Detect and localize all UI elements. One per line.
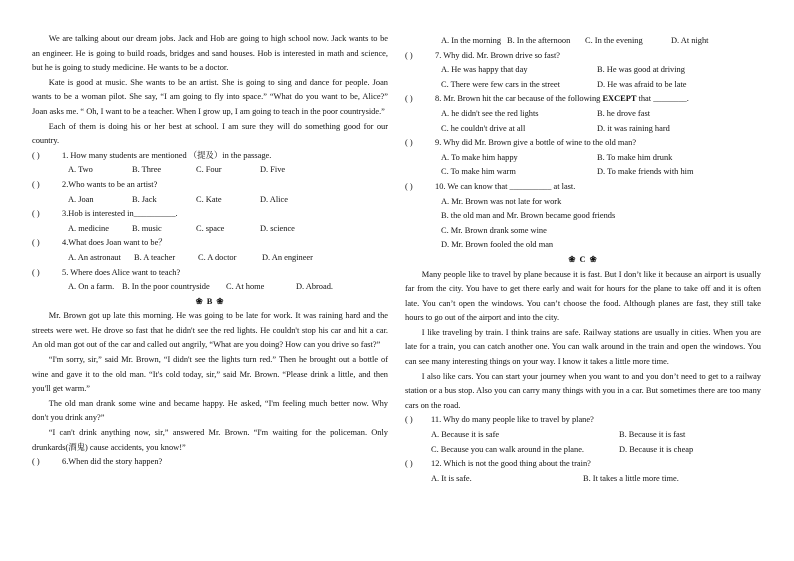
option: C. Kate [196,194,222,204]
option: A. Because it is safe [431,430,500,440]
question-9-options-row-2 [405,165,761,180]
passage-c-paragraph-2: I like traveling by train. I think trains are safe. Railway stations are usually in cities. When you are late for a train, you can catch another one. You can walk around in the train and open the windows. You can see many interesting things on your way. I know it takes a little more time. [405,327,761,367]
option: D. He was afraid to be late [597,79,687,89]
answer-blank[interactable]: ( ) [32,209,40,219]
option: D. To make friends with him [597,167,694,177]
question-6 [32,455,388,470]
question-stem: 7. Why did. Mr. Brown drive so fast? [435,50,560,60]
question-3 [32,207,388,222]
question-8 [405,92,761,107]
answer-blank[interactable]: ( ) [32,179,40,189]
option: D. Abroad. [296,282,333,292]
question-7-options-row-1 [405,63,761,78]
option: D. Five [260,165,286,175]
question-stem: 6.When did the story happen? [62,457,163,467]
option: A. Mr. Brown was not late for work [441,196,562,206]
question-stem: 5. Where does Alice want to teach? [62,267,181,277]
question-3-options [32,222,388,237]
question-stem-end: that ________. [636,94,689,104]
option: D. Alice [260,194,288,204]
passage-a-paragraph-1: We are talking about our dream jobs. Jack and Hob are going to high school now. Jack wants to be an engineer. He is going to build roads, bridges and sand houses. Hob is interested in math and science, but he is going to study medicine. He wants to be a doctor. [32,34,388,73]
question-8-options-row-1 [405,107,761,122]
option: C. At home [226,282,265,292]
question-4 [32,236,388,251]
question-4-options [32,251,388,266]
passage-b-paragraph-4: “I can't drink anything now, sir,” answered Mr. Brown. “I'm waiting for the policeman. Only drunkards(酒鬼) cause accidents, you know!” [32,428,388,452]
question-5-options [32,280,388,295]
passage-a-paragraph-2: Kate is good at music. She wants to be an artist. She is going to sing and dance for people. Joan wants to be a woman pilot. She say, “I am going to fly into space.” “What do you want to be, Alice?” Joan asks me. “ Oh, I want to be a teacher. When I grow up, I am going to teach in the poor countryside.” [32,77,388,116]
option: B. Because it is fast [619,430,686,440]
option: C. space [196,223,225,233]
question-stem: 9. Why did Mr. Brown give a bottle of wine to the old man? [435,138,637,148]
passage-b-paragraph-1: Mr. Brown got up late this morning. He was going to be late for work. It was raining hard and the streets were wet. He drove so fast that he didn't see the red lights. He couldn't stop his car and hit a car. An old man got out of the car and called out angrily, “What are you doing? How can you drive so fast?” [32,311,388,350]
answer-blank[interactable]: ( ) [405,181,413,191]
question-10 [405,180,761,195]
answer-blank[interactable]: ( ) [32,238,40,248]
option: C. Mr. Brown drank some wine [441,225,547,235]
question-stem [435,92,689,107]
question-12 [405,457,761,472]
question-9 [405,136,761,151]
passage-b-paragraph-2: “I'm sorry, sir,” said Mr. Brown, “I didn't see the lights turn red.” Then he brought out a bottle of wine and gave it to the old man. “It's cold today, sir,” said Mr. Brown. “Please drink a little, and then you'll get warm.” [32,355,388,394]
option: A. On a farm. [68,282,115,292]
answer-blank[interactable]: ( ) [405,138,413,148]
option: B. To make him drunk [597,152,673,162]
option: B. It takes a little more time. [583,473,679,483]
option: C. A doctor [198,252,237,262]
question-7-options-row-2 [405,78,761,93]
question-1 [32,149,388,164]
question-stem: 11. Why do many people like to travel by plane? [431,415,594,425]
answer-blank[interactable]: ( ) [405,94,413,104]
question-12-options [405,472,761,487]
option: B. He was good at driving [597,65,685,75]
option: A. To make him happy [441,152,518,162]
answer-blank[interactable]: ( ) [405,50,413,60]
question-stem: 1. How many students are mentioned （提及）in the passage. [62,150,272,160]
option: C. There were few cars in the street [441,79,560,89]
question-stem: 4.What does Joan want to be？ [62,238,167,248]
option: D. science [260,223,295,233]
question-11-options-row-1 [405,428,761,443]
option: A. In the morning [441,36,502,45]
question-stem: 12. Which is not the good thing about the train? [431,459,591,469]
question-7 [405,49,761,64]
option: B. Three [132,165,162,175]
option: D. Mr. Brown fooled the old man [441,240,554,250]
answer-blank[interactable]: ( ) [405,459,413,469]
right-column [405,34,761,486]
option: D. An engineer [262,252,313,262]
option: B. In the poor countryside [122,282,210,292]
question-8-options-row-2 [405,122,761,137]
option: D. At night [671,36,709,45]
question-2 [32,178,388,193]
option: C. In the evening [585,36,643,45]
option: B. Jack [132,194,157,204]
option: C. he couldn't drive at all [441,123,526,133]
option: C. To make him warm [441,167,516,177]
option: A. An astronaut [68,252,121,262]
option: A. Joan [68,194,94,204]
option: A. he didn't see the red lights [441,108,539,118]
passage-c-paragraph-1: Many people like to travel by plane because it is fast. But I don’t like it because an airport is usually far from the city. You have to get there early and wait for hours for the plane to take off and it is often late. You can’t open the windows. You can’t choose the food. Although planes are fast, they still take hours to go out of the airport and into the city. [405,269,761,323]
question-10-option-c [405,224,761,239]
question-stem-emphasis: EXCEPT [602,94,637,104]
passage-c-paragraph-3: I also like cars. You can start your journey when you want to and you don’t need to get to a railway station or a bus stop. Also you can carry many things with you in a car. But sometimes there are too many cars on the road. [405,371,761,410]
option: C. Four [196,165,222,175]
question-stem-start: 8. Mr. Brown hit the car because of the following [435,94,603,104]
question-stem: 10. We can know that __________ at last. [435,181,576,191]
question-stem: 3.Hob is interested in__________. [62,209,178,219]
option: C. Because you can walk around in the plane. [431,444,585,454]
question-1-options [32,163,388,178]
answer-blank[interactable]: ( ) [32,150,40,160]
option: B. he drove fast [597,108,651,118]
question-11-options-row-2 [405,443,761,458]
option: D. Because it is cheap [619,444,694,454]
question-5 [32,266,388,281]
option: B. music [132,223,162,233]
answer-blank[interactable]: ( ) [32,457,40,467]
passage-b-paragraph-3: The old man drank some wine and became happy. He asked, “I'm feeling much better now. Why don't you drink any?” [32,398,388,423]
option: A. He was happy that day [441,65,528,75]
option: B. the old man and Mr. Brown became good friends [441,211,616,221]
question-11 [405,413,761,428]
left-column [32,32,388,470]
answer-blank[interactable]: ( ) [405,415,413,425]
section-b-heading: ❀ B ❀ [195,296,225,306]
option: B. A teacher [134,252,176,262]
question-stem: 2.Who wants to be an artist? [62,179,158,189]
question-6-options [405,34,761,49]
option: A. It is safe. [431,473,472,483]
question-2-options [32,193,388,208]
question-10-option-b [405,209,761,224]
question-9-options-row-1 [405,151,761,166]
option: B. In the afternoon [507,36,571,45]
option: A. Two [68,165,93,175]
option: A. medicine [68,223,109,233]
answer-blank[interactable]: ( ) [32,267,40,277]
question-10-option-d [405,238,761,253]
passage-a-paragraph-3: Each of them is doing his or her best at school. I am sure they will do something good for our country. [32,121,388,146]
question-10-option-a [405,195,761,210]
section-c-heading: ❀ C ❀ [568,254,598,264]
option: D. it was raining hard [597,123,670,133]
